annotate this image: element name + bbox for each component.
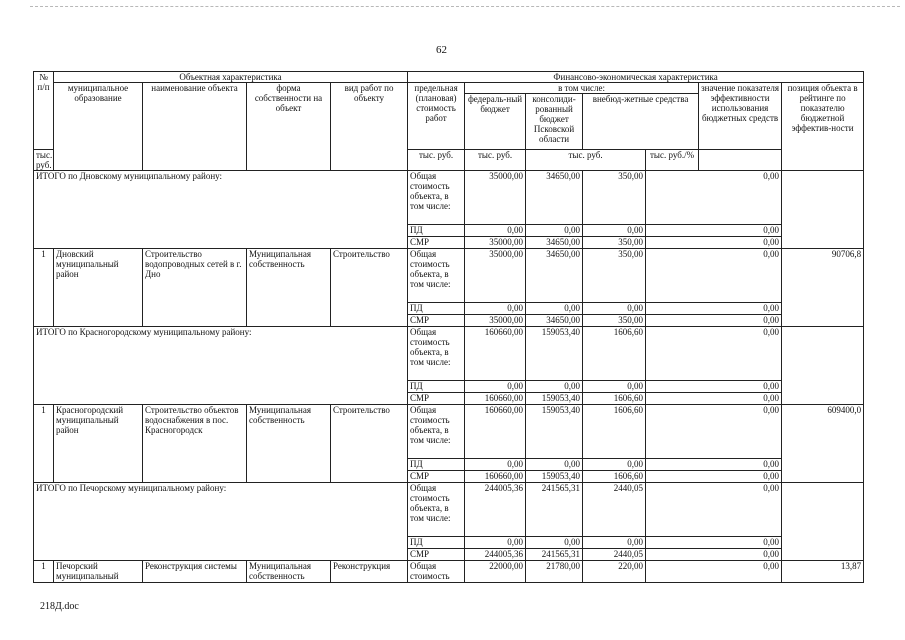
item-municipality: Красногородский муниципальный район bbox=[54, 405, 143, 483]
item-municipality: Печорский муниципальный bbox=[54, 561, 143, 583]
value-cell: 0,00 bbox=[646, 381, 782, 393]
efficiency-cell bbox=[782, 327, 864, 405]
value-cell: 159053,40 bbox=[526, 393, 583, 405]
value-cell: 350,00 bbox=[583, 249, 646, 303]
value-cell: 0,00 bbox=[646, 561, 782, 583]
value-cell: 1606,60 bbox=[583, 393, 646, 405]
value-cell: 34650,00 bbox=[526, 315, 583, 327]
row-label: ПД bbox=[408, 381, 465, 393]
value-cell: 0,00 bbox=[646, 459, 782, 471]
col-extra-header: внебюд-жетные средства bbox=[583, 94, 699, 150]
value-cell: 1606,60 bbox=[583, 327, 646, 381]
value-cell: 35000,00 bbox=[465, 249, 526, 303]
value-cell: 0,00 bbox=[646, 303, 782, 315]
value-cell: 0,00 bbox=[646, 249, 782, 303]
value-cell: 0,00 bbox=[465, 381, 526, 393]
value-cell: 0,00 bbox=[646, 471, 782, 483]
col-rank-header: позиция объекта в рейтинге по показателю бюджетной эффектив-ности bbox=[782, 83, 864, 171]
row-label: Общая стоимость объекта, в том числе: bbox=[408, 483, 465, 537]
value-cell: 2440,05 bbox=[583, 483, 646, 537]
col-federal-header: федераль-ный бюджет bbox=[465, 94, 526, 150]
value-cell: 22000,00 bbox=[465, 561, 526, 583]
row-label: СМР bbox=[408, 549, 465, 561]
efficiency-value: 90706,8 bbox=[782, 249, 864, 327]
value-cell: 0,00 bbox=[646, 393, 782, 405]
value-cell: 244005,36 bbox=[465, 549, 526, 561]
value-cell: 350,00 bbox=[583, 237, 646, 249]
value-cell: 0,00 bbox=[526, 381, 583, 393]
row-label: Общая стоимость объекта, в том числе: bbox=[408, 327, 465, 381]
value-cell: 1606,60 bbox=[583, 471, 646, 483]
efficiency-cell bbox=[782, 483, 864, 561]
row-label: СМР bbox=[408, 471, 465, 483]
value-cell: 2440,05 bbox=[583, 549, 646, 561]
value-cell: 34650,00 bbox=[526, 249, 583, 303]
value-cell: 0,00 bbox=[526, 225, 583, 237]
row-label: Общая стоимость объекта, в том числе: bbox=[408, 171, 465, 225]
value-cell: 160660,00 bbox=[465, 405, 526, 459]
item-ownership: Муниципальная собственность bbox=[247, 561, 331, 583]
total-row bbox=[34, 483, 864, 537]
item-object-name: Строительство объектов водоснабжения в пос. Красногородск bbox=[143, 405, 247, 483]
col-limit-cost-header: предельная (плановая) стоимость работ bbox=[408, 83, 465, 150]
row-label: ПД bbox=[408, 459, 465, 471]
item-num: 1 bbox=[34, 249, 54, 327]
value-cell: 0,00 bbox=[526, 303, 583, 315]
row-label: СМР bbox=[408, 393, 465, 405]
col-work-type-header: вид работ по объекту bbox=[331, 83, 408, 171]
item-object-name: Реконструкция системы bbox=[143, 561, 247, 583]
value-cell: 0,00 bbox=[646, 537, 782, 549]
row-label: СМР bbox=[408, 237, 465, 249]
value-cell: 0,00 bbox=[646, 225, 782, 237]
value-cell: 0,00 bbox=[465, 225, 526, 237]
scan-top-edge bbox=[30, 6, 900, 7]
row-label: ПД bbox=[408, 225, 465, 237]
unit-extra: тыс. руб. bbox=[526, 150, 646, 171]
value-cell: 0,00 bbox=[465, 537, 526, 549]
row-label: ПД bbox=[408, 303, 465, 315]
item-row bbox=[34, 405, 864, 459]
total-title: ИТОГО по Печорскому муниципальному району: bbox=[34, 483, 408, 561]
item-work-type: Строительство bbox=[331, 249, 408, 327]
efficiency-value: 609400,0 bbox=[782, 405, 864, 483]
value-cell: 0,00 bbox=[583, 459, 646, 471]
value-cell: 241565,31 bbox=[526, 549, 583, 561]
item-row bbox=[34, 249, 864, 303]
fin-char-header: Финансово-экономическая характеристика bbox=[408, 72, 864, 83]
value-cell: 160660,00 bbox=[465, 327, 526, 381]
item-work-type: Реконструкция bbox=[331, 561, 408, 583]
value-cell: 35000,00 bbox=[465, 315, 526, 327]
item-ownership: Муниципальная собственность bbox=[247, 405, 331, 483]
value-cell: 0,00 bbox=[465, 303, 526, 315]
value-cell: 0,00 bbox=[646, 315, 782, 327]
value-cell: 35000,00 bbox=[465, 237, 526, 249]
value-cell: 159053,40 bbox=[526, 405, 583, 459]
value-cell: 0,00 bbox=[526, 537, 583, 549]
value-cell: 160660,00 bbox=[465, 471, 526, 483]
value-cell: 0,00 bbox=[646, 171, 782, 225]
value-cell: 34650,00 bbox=[526, 171, 583, 225]
unit-limit: тыс. руб. bbox=[34, 150, 54, 171]
col-consolidated-header: консолиди-рованный бюджет Псковской области bbox=[526, 94, 583, 150]
unit-federal: тыс. руб. bbox=[408, 150, 465, 171]
value-cell: 350,00 bbox=[583, 171, 646, 225]
investment-table bbox=[33, 71, 864, 583]
value-cell: 0,00 bbox=[646, 327, 782, 381]
efficiency-cell bbox=[782, 171, 864, 249]
file-name-footer: 218Д.doc bbox=[40, 601, 79, 612]
value-cell: 160660,00 bbox=[465, 393, 526, 405]
efficiency-value: 13,87 bbox=[782, 561, 864, 583]
value-cell: 0,00 bbox=[583, 225, 646, 237]
object-char-header: Объектная характеристика bbox=[54, 72, 408, 83]
item-ownership: Муниципальная собственность bbox=[247, 249, 331, 327]
total-title: ИТОГО по Дновскому муниципальному району: bbox=[34, 171, 408, 249]
col-ownership-header: форма собственности на объект bbox=[247, 83, 331, 171]
value-cell: 0,00 bbox=[646, 549, 782, 561]
total-row bbox=[34, 171, 864, 225]
value-cell: 220,00 bbox=[583, 561, 646, 583]
item-municipality: Дновский муниципальный район bbox=[54, 249, 143, 327]
col-object-name-header: наименование объекта bbox=[143, 83, 247, 171]
value-cell: 159053,40 bbox=[526, 471, 583, 483]
value-cell: 350,00 bbox=[583, 315, 646, 327]
value-cell: 0,00 bbox=[646, 237, 782, 249]
total-row bbox=[34, 327, 864, 381]
value-cell: 0,00 bbox=[526, 459, 583, 471]
value-cell: 0,00 bbox=[646, 405, 782, 459]
unit-efficiency: тыс. руб./% bbox=[646, 150, 699, 171]
item-row bbox=[34, 561, 864, 583]
value-cell: 159053,40 bbox=[526, 327, 583, 381]
item-object-name: Строительство водопроводных сетей в г. Дно bbox=[143, 249, 247, 327]
row-label: Общая стоимость объекта, в том числе: bbox=[408, 249, 465, 303]
value-cell: 0,00 bbox=[646, 483, 782, 537]
value-cell: 34650,00 bbox=[526, 237, 583, 249]
row-label: Общая стоимость bbox=[408, 561, 465, 583]
item-work-type: Строительство bbox=[331, 405, 408, 483]
row-label: СМР bbox=[408, 315, 465, 327]
unit-consolidated: тыс. руб. bbox=[465, 150, 526, 171]
row-label: ПД bbox=[408, 537, 465, 549]
value-cell: 35000,00 bbox=[465, 171, 526, 225]
value-cell: 1606,60 bbox=[583, 405, 646, 459]
row-label: Общая стоимость объекта, в том числе: bbox=[408, 405, 465, 459]
total-title: ИТОГО по Красногородскому муниципальному району: bbox=[34, 327, 408, 405]
value-cell: 21780,00 bbox=[526, 561, 583, 583]
value-cell: 244005,36 bbox=[465, 483, 526, 537]
col-municipality-header: муниципальное образование bbox=[54, 83, 143, 171]
page-number: 62 bbox=[436, 44, 447, 56]
item-num: 1 bbox=[34, 405, 54, 483]
value-cell: 0,00 bbox=[465, 459, 526, 471]
value-cell: 0,00 bbox=[583, 381, 646, 393]
col-incl-header: в том числе: bbox=[465, 83, 699, 94]
value-cell: 0,00 bbox=[583, 303, 646, 315]
col-num-header: № п/п bbox=[34, 72, 54, 150]
value-cell: 241565,31 bbox=[526, 483, 583, 537]
col-efficiency-header: значение показателя эффективности использования бюджетных средств bbox=[699, 83, 782, 150]
value-cell: 0,00 bbox=[583, 537, 646, 549]
item-num: 1 bbox=[34, 561, 54, 583]
